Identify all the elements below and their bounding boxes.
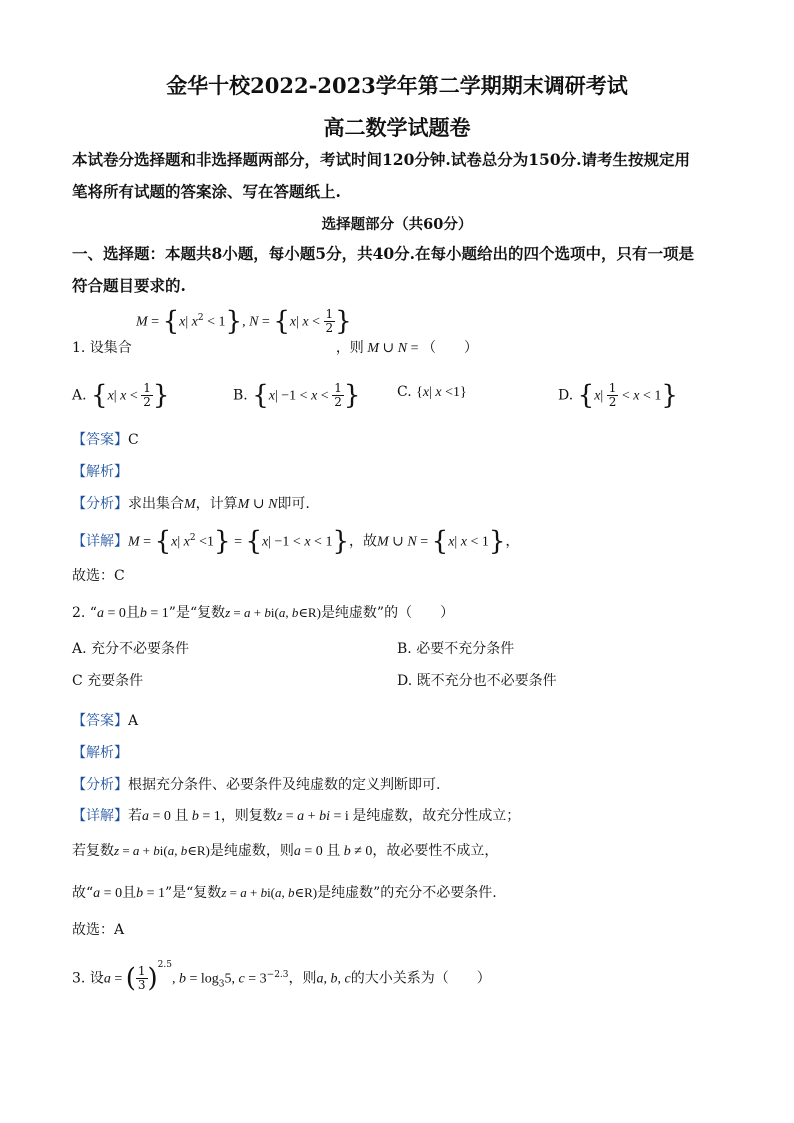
q3-stem: 3. 设a = ( $\frac{1}{3}$ )$^{2.5}$, $b = \log_35$, $c = 3^{-2.3}$，则a, b, c的大小关系为（ ） [72, 960, 491, 994]
q2-s3: 是纯虚数”的（ ） [320, 605, 455, 621]
q2-option-d: D. 既不充分也不必要条件 [397, 673, 557, 689]
intro-line-2: 笔将所有试题的答案涂、写在答题纸上. [72, 182, 341, 201]
fenxi-tag: 【分析】 [72, 496, 128, 512]
q1-fenxi-b: ，计算 [195, 496, 238, 512]
q2-d2b: 是纯虚数，则 [209, 843, 294, 859]
q2-option-b: B. 必要不充分条件 [397, 641, 515, 657]
q2-d2a: 若复数 [72, 843, 114, 859]
answer-tag: 【答案】 [72, 432, 128, 448]
section-title: 选择题部分（共60分） [321, 216, 473, 233]
q1-fenxi-a: 求出集合 [128, 496, 184, 512]
q1-set-definition: M = {x| $x^2 < 1$}, N = {x| x < $\frac{1}{2}$ } [136, 306, 352, 337]
q2-d3a: 故“ [72, 885, 94, 901]
q2-stem: 2. “a = 0且b = 1”是“复数z = a + bi(a, b∈R)是纯虚数”的（ ） [72, 605, 455, 621]
q2-d2d: ，故必要性不成立， [372, 843, 499, 859]
q1-option-d-label: D. [558, 387, 574, 404]
q1-option-c: C. {x| x <1} [397, 384, 467, 400]
q1-answer-value: C [128, 432, 139, 448]
q2-detail-2: 若复数z = a + bi(a, b∈R)是纯虚数，则a = 0 且 b ≠ 0，故必要性不成立， [72, 843, 499, 859]
q2-option-a: A. 充分不必要条件 [72, 641, 190, 657]
detail-tag: 【详解】 [72, 533, 128, 550]
fenxi-tag: 【分析】 [72, 777, 128, 793]
section-instruction-2: 符合题目要求的. [72, 276, 186, 295]
q1-detail-a: ，故 [349, 533, 377, 550]
q2-d3d: 是纯虚数”的充分不必要条件. [317, 885, 497, 901]
q2-s1: 且 [125, 605, 140, 621]
answer-tag: 【答案】 [72, 713, 128, 729]
q2-answer-value: A [128, 713, 139, 729]
q2-d1b: 且 [174, 808, 189, 824]
q1-choose: 故选：C [72, 568, 125, 584]
q1-option-c-label: C. [397, 384, 412, 400]
analysis-tag: 【解析】 [72, 464, 128, 480]
analysis-tag: 【解析】 [72, 745, 128, 761]
q2-d2c: 且 [326, 843, 341, 859]
q1-fenxi: 【分析】求出集合M，计算M ∪ N即可. [72, 496, 310, 512]
q1-option-b-label: B. [233, 387, 248, 404]
q2-answer [72, 711, 138, 731]
q2-s2: ”是“复数 [168, 605, 226, 621]
q2-d3c: ”是“复数 [164, 885, 222, 901]
q1-ask: ，则 [335, 340, 364, 356]
q1-detail-b: ， [505, 533, 520, 550]
q3-tail: 的大小关系为（ ） [350, 970, 491, 987]
q2-detail-3: 故“a = 0且b = 1”是“复数z = a + bi(a, b∈R)是纯虚数”的充分不必要条件. [72, 885, 497, 901]
q1-number: 1. 设集合 [72, 340, 132, 356]
exam-subtitle: 高二数学试题卷 [323, 115, 471, 140]
q1-detail: 【详解】M = {x| $x^2 <1\} = \{x| -1 < x < 1\}$，故M ∪ N = {x| x < 1}， [72, 526, 520, 557]
q2-d3b: 且 [122, 885, 137, 901]
q2-d1c: ，则复数 [220, 808, 277, 824]
q1-option-b: B. {x| −1 < x < $\frac{1}{2}$ } [233, 380, 361, 411]
exam-title: 金华十校2022-2023学年第二学期期末调研考试 [166, 73, 628, 98]
detail-tag: 【详解】 [72, 808, 128, 824]
q2-d1d: 是纯虚数，故充分性成立； [352, 808, 521, 824]
q2-fenxi [72, 775, 440, 795]
q1-analysis-tag [72, 462, 128, 482]
q3-ask: ，则 [288, 970, 317, 987]
section-instruction-1: 一、选择题：本题共8小题，每小题5分，共40分.在每小题给出的四个选项中，只有一项是 [72, 244, 695, 263]
q2-number: 2. “ [72, 605, 97, 621]
q1-option-d: D. {x| $\frac{1}{2}$ < x < 1} [558, 380, 678, 411]
q1-fenxi-c: 即可. [277, 496, 310, 512]
q1-paren: （ ） [421, 340, 478, 356]
q2-choose: 故选：A [72, 922, 125, 938]
q1-answer [72, 430, 139, 450]
intro-line-1: 本试卷分选择题和非选择题两部分，考试时间120分钟.试卷总分为150分.请考生按规定用 [72, 150, 691, 169]
q2-fenxi-text: 根据充分条件、必要条件及纯虚数的定义判断即可. [128, 777, 441, 793]
q1-stem: 1. 设集合 ，则 M ∪ N = （ ） [72, 340, 478, 356]
q1-option-a: A. {x| x < $\frac{1}{2}$ } [72, 380, 170, 411]
q2-option-c: C 充要条件 [72, 673, 144, 689]
q2-detail-1: 【详解】若a = 0 且 b = 1，则复数z = a + bi = i 是纯虚数，故充分性成立； [72, 808, 521, 824]
q2-analysis-tag [72, 743, 128, 763]
q2-d1a: 若 [128, 808, 142, 824]
q3-number: 3. 设 [72, 970, 104, 987]
q1-option-a-label: A. [72, 387, 87, 404]
